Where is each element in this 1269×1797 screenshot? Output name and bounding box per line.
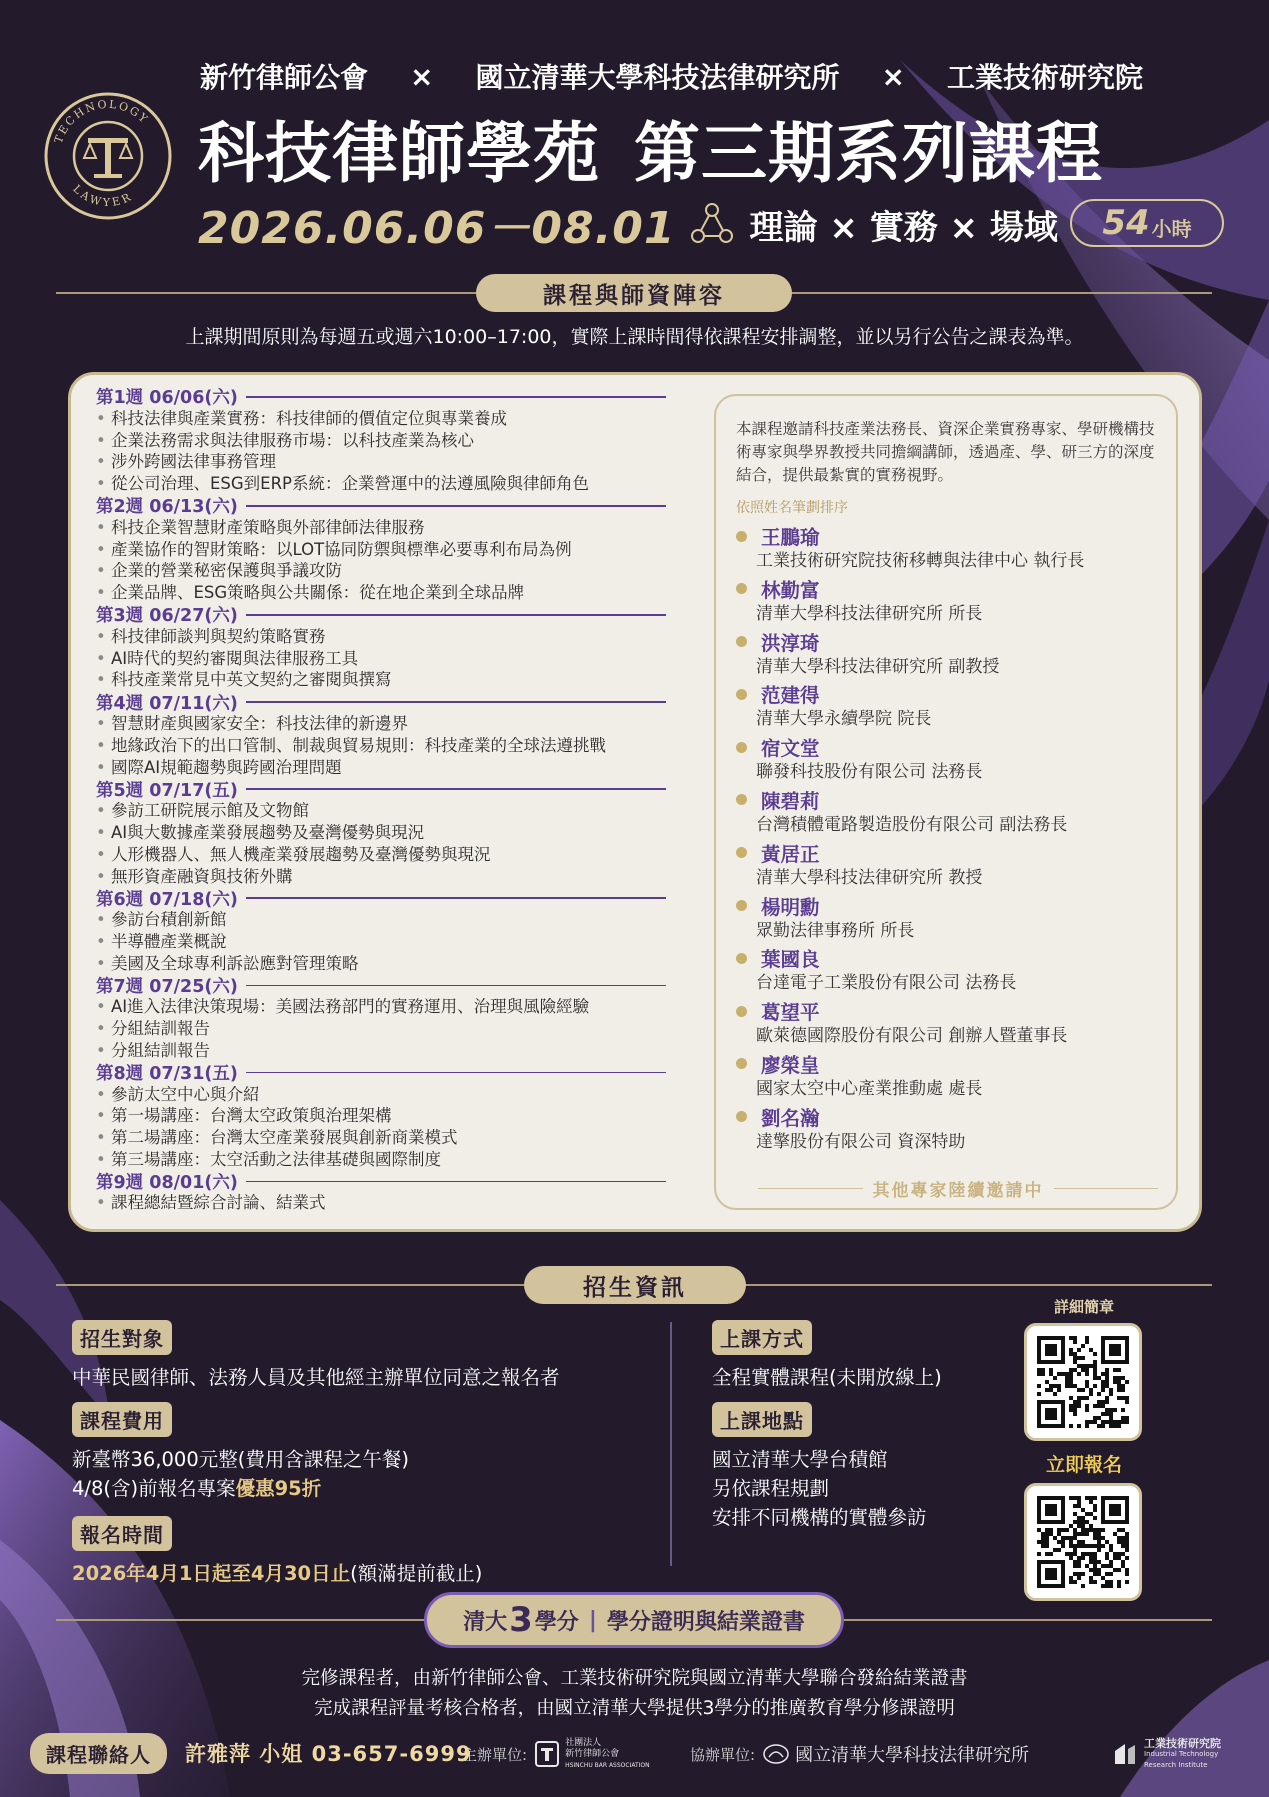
- course-topic: • 科技企業智慧財產策略與外部律師法律服務: [96, 517, 666, 539]
- credit-prefix: 清大: [463, 1609, 508, 1635]
- course-topic: • 企業法務需求與法律服務市場：以科技產業為核心: [96, 430, 666, 452]
- speaker-name: 林勤富: [761, 578, 820, 602]
- week-title: 第3週 06/27(六): [96, 606, 238, 627]
- speaker-name: 楊明勳: [761, 895, 820, 919]
- course-topic: • 參訪台積創新館: [96, 909, 666, 931]
- qr-code-icon: [1037, 1496, 1129, 1588]
- contact-row: [30, 1734, 472, 1772]
- qr-code-icon: [1037, 1336, 1129, 1428]
- speaker-name: 廖榮皇: [761, 1053, 820, 1077]
- times-separator: ×: [410, 59, 434, 93]
- course-topic: • 分組結訓報告: [96, 1040, 666, 1062]
- course-topic: • 課程總結暨綜合討論、結業式: [96, 1192, 666, 1214]
- bullet-dot-icon: [736, 531, 747, 542]
- column-divider: [670, 1322, 672, 1566]
- fee-line-2: [72, 1474, 409, 1503]
- svg-text:TECHNOLOGY: TECHNOLOGY: [51, 97, 152, 146]
- bullet-dot-icon: [736, 794, 747, 805]
- week-title: 第9週 08/01(六): [96, 1173, 238, 1194]
- week-header: [96, 1171, 666, 1193]
- week-header: [96, 386, 666, 408]
- itri-line-2: Industrial Technology: [1144, 1749, 1219, 1758]
- week-rule: [246, 985, 666, 987]
- bullet-dot-icon: [736, 689, 747, 700]
- week-title: 第7週 07/25(六): [96, 976, 238, 997]
- main-title: [198, 100, 1103, 195]
- speaker-name-row: [736, 787, 1176, 813]
- fee-block: [72, 1402, 409, 1503]
- course-topic: • 涉外跨國法律事務管理: [96, 451, 666, 473]
- course-topic: • 產業協作的智財策略：以LOT協同防禦與標準必要專利布局為例: [96, 539, 666, 561]
- speaker-item: [736, 629, 1176, 682]
- course-topic: • 科技產業常見中英文契約之審閱與撰寫: [96, 669, 666, 691]
- speaker-title: 台達電子工業股份有限公司 法務長: [756, 973, 1017, 994]
- speaker-item: [736, 1104, 1176, 1157]
- speaker-name: 黃居正: [761, 842, 820, 866]
- host-org-line-3: HSINCHU BAR ASSOCIATION: [565, 1761, 650, 1769]
- time-text: [72, 1559, 482, 1588]
- course-topic: • 國際AI規範趨勢與跨國治理問題: [96, 757, 666, 779]
- credit-separator: |: [588, 1607, 597, 1633]
- method-label: 上課方式: [712, 1320, 812, 1355]
- week-header: [96, 1062, 666, 1084]
- speaker-item: [736, 576, 1176, 629]
- location-line-1: 國立清華大學台積館: [712, 1448, 888, 1471]
- bar-association-icon: [535, 1741, 559, 1767]
- speaker-name-row: [736, 1104, 1176, 1130]
- week-title: 第8週 07/31(五): [96, 1064, 238, 1085]
- location-label: 上課地點: [712, 1402, 812, 1437]
- course-topic: • 企業品牌、ESG策略與公共關係：從在地企業到全球品牌: [96, 582, 666, 604]
- speaker-title: 台灣積體電路製造股份有限公司 副法務長: [756, 814, 1068, 835]
- bullet-dot-icon: [736, 583, 747, 594]
- target-text: 中華民國律師、法務人員及其他經主辦單位同意之報名者: [72, 1366, 560, 1389]
- nthu-emblem-icon: [763, 1743, 789, 1765]
- itri-org: [1104, 1738, 1221, 1770]
- speaker-item: [736, 734, 1176, 787]
- bullet-dot-icon: [736, 636, 747, 647]
- course-topic: • 第二場講座：台灣太空產業發展與創新商業模式: [96, 1127, 666, 1149]
- location-line-3: 安排不同機構的實體參訪: [712, 1506, 927, 1529]
- course-topic: • 第一場講座：台灣太空政策與治理架構: [96, 1105, 666, 1127]
- register-qr-code[interactable]: [1024, 1483, 1142, 1601]
- more-line-right: [1054, 1188, 1159, 1189]
- course-topic: • 參訪工研院展示館及文物館: [96, 800, 666, 822]
- contact-label: 課程聯絡人: [30, 1733, 167, 1774]
- register-qr-block[interactable]: [1024, 1450, 1144, 1601]
- week-rule: [246, 1072, 666, 1074]
- credit-number: 3: [509, 1600, 533, 1640]
- week-title: 第2週 06/13(六): [96, 497, 238, 518]
- speaker-title: 工業技術研究院技術移轉與法律中心 執行長: [756, 551, 1085, 571]
- credit-badge: [424, 1592, 844, 1648]
- fee-line-2-prefix: 4/8(含)前報名專案: [72, 1477, 236, 1500]
- date-row: [198, 196, 1058, 252]
- speaker-title: 清華大學永續學院 院長: [756, 709, 932, 730]
- bullet-dot-icon: [736, 742, 747, 753]
- speaker-title: 國家太空中心產業推動處 處長: [756, 1078, 983, 1099]
- partner-organizations: [200, 56, 1240, 96]
- week-header: [96, 887, 666, 909]
- week-title: 第4週 07/11(六): [96, 693, 238, 714]
- course-topic: • 從公司治理、ESG到ERP系統：企業營運中的法遵風險與律師角色: [96, 473, 666, 495]
- svg-text:LAWYER: LAWYER: [70, 182, 136, 210]
- course-topic: • 分組結訓報告: [96, 1018, 666, 1040]
- schedule-notice: 上課期間原則為每週五或週六10:00–17:00，實際上課時間得依課程安排調整，並以另行公告之課表為準。: [185, 326, 1084, 348]
- more-experts-row: [758, 1176, 1158, 1201]
- brochure-qr-code[interactable]: [1024, 1323, 1142, 1441]
- course-topic: • 人形機器人、無人機產業發展趨勢及臺灣優勢與現況: [96, 844, 666, 866]
- speaker-name: 劉名瀚: [761, 1106, 820, 1130]
- speaker-title: 清華大學科技法律研究所 所長: [756, 603, 983, 624]
- more-experts-text: 其他專家陸續邀請中: [872, 1181, 1044, 1201]
- speaker-name-row: [736, 681, 1176, 707]
- host-org-name: [565, 1738, 650, 1771]
- speaker-title: 清華大學科技法律研究所 副教授: [756, 656, 1000, 677]
- bullet-dot-icon: [736, 1058, 747, 1069]
- speaker-name-row: [736, 893, 1176, 919]
- hours-badge: [1070, 199, 1224, 247]
- speaker-name-row: [736, 629, 1176, 655]
- week-title: 第1週 06/06(六): [96, 388, 238, 409]
- speaker-name: 王鵬瑜: [761, 526, 820, 549]
- fee-line-1: 新臺幣36,000元整(費用含課程之午餐): [72, 1448, 409, 1471]
- credit-desc-line-2: 完成課程評量考核合格者，由國立清華大學提供3學分的推廣教育學分修課證明: [314, 1698, 955, 1719]
- credit-unit: 學分: [534, 1609, 579, 1635]
- course-dates: 2026.06.06－08.01: [198, 203, 676, 254]
- speaker-name-row: [736, 734, 1176, 760]
- host-org-line-2: 新竹律師公會: [565, 1748, 620, 1759]
- speaker-name: 洪淳琦: [761, 631, 820, 655]
- course-topic: • 參訪太空中心與介紹: [96, 1084, 666, 1106]
- partner-nthu-law: 國立清華大學科技法律研究所: [475, 61, 840, 94]
- speaker-title: 眾勤法律事務所 所長: [756, 920, 915, 941]
- course-topic: • 美國及全球專利訴訟應對管理策略: [96, 953, 666, 975]
- time-label: 報名時間: [72, 1516, 172, 1551]
- credit-suffix: 學分證明與結業證書: [606, 1609, 805, 1635]
- course-topic: • 企業的營業秘密保護與爭議攻防: [96, 560, 666, 582]
- brochure-qr-label: 詳細簡章: [1053, 1298, 1114, 1316]
- course-topic: • 第三場講座：太空活動之法律基礎與國際制度: [96, 1149, 666, 1171]
- week-rule: [246, 505, 666, 507]
- partner-hsinchu-bar: 新竹律師公會: [200, 61, 369, 94]
- host-label: 主辦單位:: [462, 1745, 528, 1764]
- week-rule: [246, 788, 666, 790]
- technology-lawyer-logo: [42, 90, 174, 222]
- discount-highlight: 優惠95折: [235, 1477, 322, 1500]
- bullet-dot-icon: [736, 953, 747, 964]
- course-topic: • 智慧財產與國家安全：科技法律的新邊界: [96, 713, 666, 735]
- speaker-name-row: [736, 998, 1176, 1024]
- course-topic: • 科技法律與產業實務：科技律師的價值定位與專業養成: [96, 408, 666, 430]
- target-block: [72, 1320, 560, 1392]
- co-label: 協辦單位:: [690, 1745, 756, 1764]
- speaker-item: [736, 893, 1176, 946]
- course-topic: • 地緣政治下的出口管制、制裁與貿易規則：科技產業的全球法遵挑戰: [96, 735, 666, 757]
- speaker-name-row: [736, 840, 1176, 866]
- time-block: [72, 1516, 482, 1588]
- week-rule: [246, 897, 666, 899]
- speaker-name: 葉國良: [761, 948, 820, 972]
- week-rule: [246, 1181, 666, 1183]
- register-qr-label: 立即報名: [1045, 1454, 1122, 1476]
- fee-label: 課程費用: [72, 1402, 172, 1437]
- week-header: [96, 495, 666, 517]
- speaker-name: 陳碧莉: [761, 789, 820, 813]
- itri-logo: [1112, 1738, 1221, 1771]
- speaker-name-row: [736, 576, 1176, 602]
- nthu-law-logo: [763, 1741, 1029, 1767]
- time-suffix: (額滿提前截止): [350, 1562, 483, 1585]
- co-org: [690, 1738, 1029, 1770]
- credit-desc-line-1: 完修課程者，由新竹律師公會、工業技術研究院與國立清華大學聯合發給結業證書: [301, 1668, 968, 1689]
- week-header: [96, 604, 666, 626]
- course-topic: • AI時代的契約審閱與法律服務工具: [96, 648, 666, 670]
- week-header: [96, 975, 666, 997]
- tagline: 理論 × 實務 × 場域: [749, 207, 1058, 248]
- course-topic: • AI進入法律決策現場：美國法務部門的實務運用、治理與風險經驗: [96, 996, 666, 1018]
- speaker-name-row: [736, 945, 1176, 971]
- speaker-name: 范建得: [761, 684, 820, 708]
- time-highlight: 2026年4月1日起至4月30日止: [72, 1562, 351, 1585]
- speaker-title: 達擎股份有限公司 資深特助: [756, 1131, 966, 1152]
- bullet-dot-icon: [736, 1111, 747, 1122]
- speaker-item: [736, 681, 1176, 734]
- course-topic: • 半導體產業概說: [96, 931, 666, 953]
- week-rule: [246, 396, 666, 398]
- speaker-title: 聯發科技股份有限公司 法務長: [756, 762, 983, 783]
- itri-line-1: 工業技術研究院: [1144, 1736, 1221, 1750]
- speaker-item: [736, 840, 1176, 893]
- speaker-title: 清華大學科技法律研究所 教授: [756, 867, 983, 888]
- sort-note: 依照姓名筆劃排序: [736, 500, 848, 516]
- co-org-name: 國立清華大學科技法律研究所: [795, 1745, 1030, 1766]
- speaker-item: [736, 787, 1176, 840]
- host-org: [462, 1738, 650, 1770]
- method-text: 全程實體課程(未開放線上): [712, 1366, 942, 1389]
- week-header: [96, 691, 666, 713]
- method-block: [712, 1320, 942, 1392]
- week-title: 第5週 07/17(五): [96, 780, 238, 801]
- bullet-dot-icon: [736, 847, 747, 858]
- speaker-name-row: [736, 1051, 1176, 1077]
- course-topic: • 科技律師談判與契約策略實務: [96, 626, 666, 648]
- brochure-qr-block[interactable]: [1024, 1296, 1144, 1441]
- week-title: 第6週 07/18(六): [96, 889, 238, 910]
- title-main: 科技律師學苑: [198, 115, 600, 192]
- host-org-line-1: 社團法人: [565, 1737, 602, 1748]
- itri-emblem-icon: [1112, 1741, 1138, 1767]
- bullet-dot-icon: [736, 1006, 747, 1017]
- more-line-left: [758, 1188, 863, 1189]
- hours-number: 54: [1102, 203, 1150, 243]
- speaker-list: [736, 523, 1176, 1157]
- enrollment-section-title: 招生資訊: [524, 1266, 746, 1304]
- hsinchu-bar-logo: [535, 1738, 650, 1771]
- location-line-2: 另依課程規劃: [712, 1477, 830, 1500]
- speaker-item: [736, 945, 1176, 998]
- weekly-schedule: [96, 386, 666, 1214]
- course-topic: • AI與大數據產業發展趨勢及臺灣優勢與現況: [96, 822, 666, 844]
- title-sub: 第三期系列課程: [634, 115, 1103, 192]
- course-topic: • 無形資產融資與技術外購: [96, 866, 666, 888]
- location-block: [712, 1402, 927, 1532]
- itri-line-3: Research Institute: [1144, 1760, 1208, 1769]
- times-separator: ×: [881, 59, 905, 93]
- speaker-item: [736, 1051, 1176, 1104]
- speaker-name-row: [736, 523, 1176, 549]
- speaker-intro: 本課程邀請科技產業法務長、資深企業實務專家、學研機構技術專家與學界教授共同擔綱講師，透過產、學、研三方的深度結合，提供最紮實的實務視野。: [736, 420, 1155, 484]
- week-rule: [246, 701, 666, 703]
- week-rule: [246, 614, 666, 616]
- credit-description: [0, 1664, 1269, 1724]
- speaker-title: 歐萊德國際股份有限公司 創辦人暨董事長: [756, 1026, 1068, 1047]
- contact-value: 許雅萍 小姐 03-657-6999: [185, 1742, 472, 1766]
- courses-section-title: 課程與師資陣容: [476, 274, 792, 312]
- week-header: [96, 778, 666, 800]
- network-icon: [688, 200, 736, 248]
- itri-name: [1144, 1738, 1221, 1771]
- speaker-name: 葛望平: [761, 1001, 820, 1025]
- speaker-item: [736, 523, 1176, 576]
- speaker-item: [736, 998, 1176, 1051]
- partner-itri: 工業技術研究院: [946, 61, 1143, 94]
- bullet-dot-icon: [736, 900, 747, 911]
- target-label: 招生對象: [72, 1320, 172, 1355]
- speaker-name: 宿文堂: [761, 737, 820, 761]
- hours-unit: 小時: [1151, 216, 1192, 241]
